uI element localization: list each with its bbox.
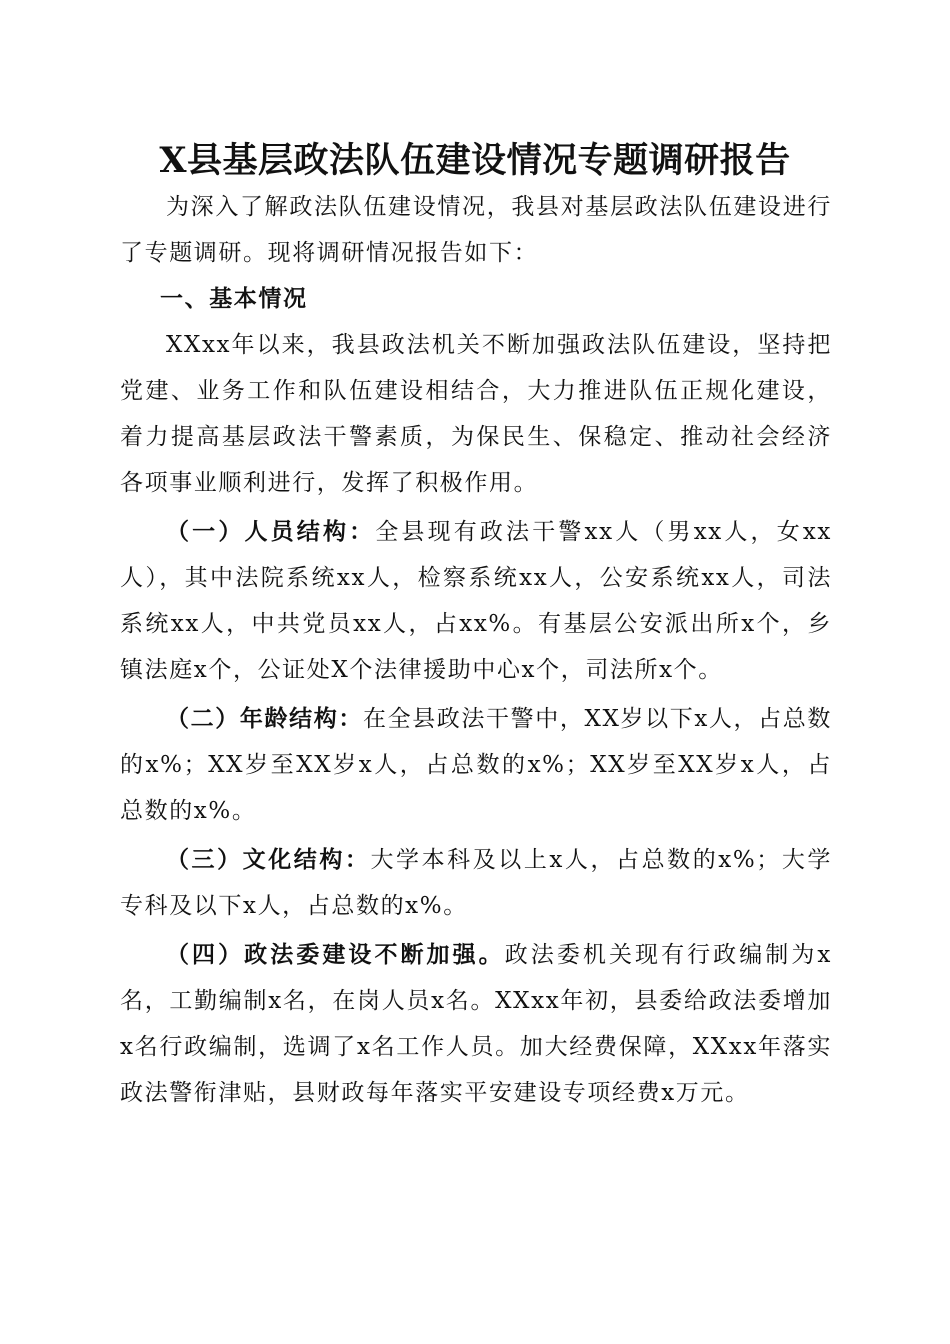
education-structure-text: 大学本科及以上x人，占总数的x%；大学专科及以下x人，占总数的x%。 — [120, 847, 832, 919]
intro-paragraph: 为深入了解政法队伍建设情况，我县对基层政法队伍建设进行了专题调研。现将调研情况报告如下： — [120, 194, 832, 266]
committee-building-paragraph — [120, 932, 832, 1116]
document-title: X县基层政法队伍建设情况专题调研报告 — [159, 140, 791, 181]
personnel-structure-text: 全县现有政法干警xx人（男xx人，女xx人），其中法院系统xx人，检察系统xx人，公安系统xx人，司法系统xx人，中共党员xx人，占xx%。有基层公安派出所x个，乡镇法庭x个，公证处X个法律援助中心x个，司法所x个。 — [120, 519, 832, 683]
document-body — [120, 184, 832, 1116]
education-structure-lead: （三）文化结构： — [166, 847, 371, 873]
age-structure-paragraph — [120, 696, 832, 834]
section-heading-basic-situation: 一、基本情况 — [160, 286, 308, 312]
overview-paragraph: XXxx年以来，我县政法机关不断加强政法队伍建设，坚持把党建、业务工作和队伍建设相结合，大力推进队伍正规化建设，着力提高基层政法干警素质，为保民生、保稳定、推动社会经济各项事业顺利进行，发挥了积极作用。 — [120, 332, 832, 496]
education-structure-paragraph — [120, 837, 832, 929]
age-structure-text: 在全县政法干警中，XX岁以下x人，占总数的x%；XX岁至XX岁x人，占总数的x%；XX岁至XX岁x人，占总数的x%。 — [120, 706, 832, 824]
committee-building-text: 政法委机关现有行政编制为x名，工勤编制x名，在岗人员x名。XXxx年初，县委给政法委增加x名行政编制，选调了x名工作人员。加大经费保障，XXxx年落实政法警衔津贴，县财政每年落实平安建设专项经费x万元。 — [120, 942, 832, 1106]
personnel-structure-paragraph — [120, 509, 832, 693]
age-structure-lead: （二）年龄结构： — [166, 706, 363, 732]
committee-building-lead: （四）政法委建设不断加强。 — [166, 942, 505, 968]
personnel-structure-lead: （一）人员结构： — [166, 519, 376, 545]
